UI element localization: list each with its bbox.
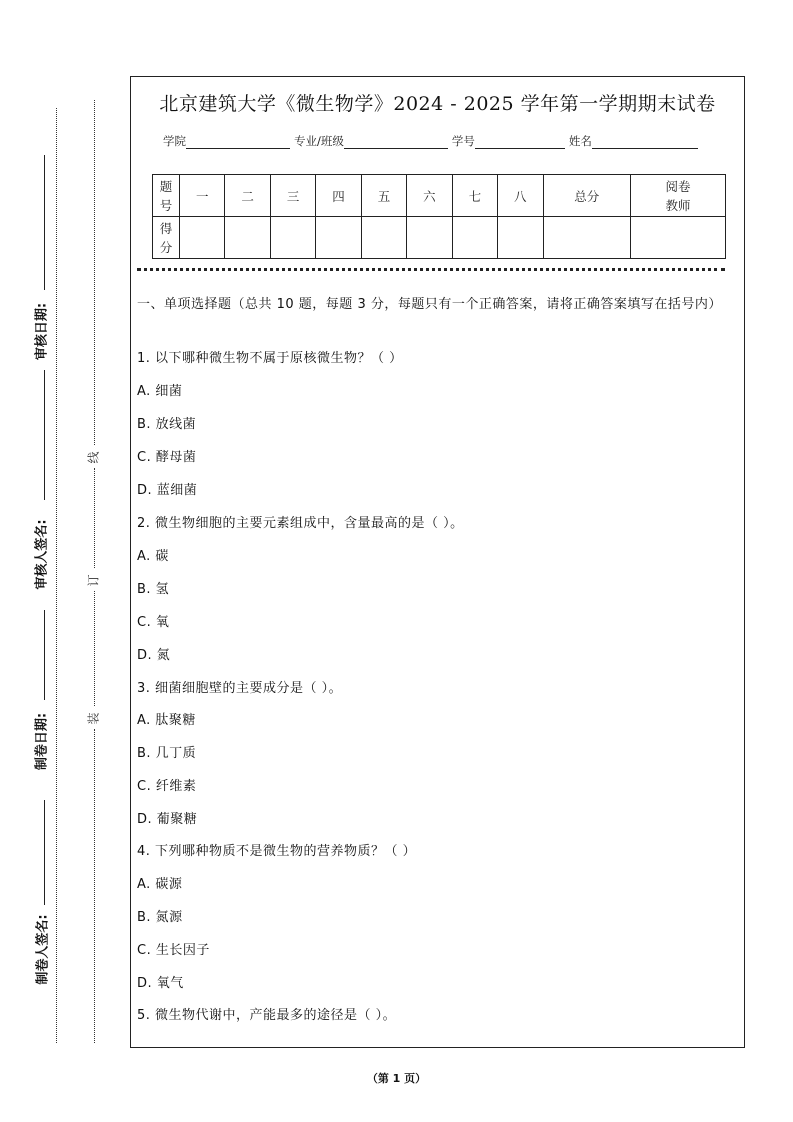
name-field[interactable] — [592, 136, 698, 149]
binding-dotted-line-outer — [56, 108, 57, 1043]
question-4-stem: 4. 下列哪种物质不是微生物的营养物质？（ ） — [137, 844, 417, 859]
binding-char-ding: 订 — [86, 574, 101, 587]
college-field[interactable] — [186, 136, 290, 149]
col-header-3: 三 — [270, 175, 315, 217]
col-header-1: 一 — [180, 175, 225, 217]
binding-char-xian: 线 — [86, 451, 101, 464]
grader-cell[interactable] — [631, 217, 726, 259]
question-4-option-b[interactable]: B. 氮源 — [137, 910, 183, 925]
binding-dotted-line-inner-2 — [94, 468, 95, 568]
exam-title: 北京建筑大学《微生物学》2024 - 2025 学年第一学期期末试卷 — [159, 93, 716, 115]
score-cell-4[interactable] — [316, 217, 361, 259]
binding-dotted-line-inner-4 — [94, 729, 95, 1043]
name-label: 姓名 — [568, 134, 592, 148]
question-3-stem: 3. 细菌细胞壁的主要成分是（ ）。 — [137, 681, 343, 696]
binding-dotted-line-inner — [94, 100, 95, 445]
col-header-6: 六 — [407, 175, 452, 217]
binding-char-zhuang: 装 — [86, 712, 101, 725]
question-4-option-a[interactable]: A. 碳源 — [137, 877, 183, 892]
college-label: 学院 — [163, 134, 186, 148]
student-id-field[interactable] — [475, 136, 565, 149]
section1-heading: 一、单项选择题（总共 10 题，每题 3 分，每题只有一个正确答案，请将正确答案填写在括号内） — [137, 297, 722, 312]
reviewer-signature-label: 审核人签名: — [34, 519, 50, 590]
reviewer-signature-line — [44, 370, 45, 500]
student-id-label: 学号 — [451, 134, 475, 148]
review-date-line — [44, 155, 45, 290]
page-number: （第 1 页） — [366, 1072, 427, 1085]
score-table — [152, 174, 726, 259]
question-2-option-a[interactable]: A. 碳 — [137, 549, 169, 564]
col-header-8: 八 — [498, 175, 543, 217]
question-1-option-c[interactable]: C. 酵母菌 — [137, 450, 197, 465]
score-cell-1[interactable] — [180, 217, 225, 259]
maker-signature-label: 制卷人签名: — [35, 914, 51, 985]
col-header-7: 七 — [452, 175, 497, 217]
score-cell-total[interactable] — [543, 217, 631, 259]
col-header-5: 五 — [361, 175, 406, 217]
exam-frame — [130, 76, 745, 1048]
col-header-2: 二 — [225, 175, 270, 217]
question-2-option-b[interactable]: B. 氢 — [137, 582, 170, 597]
score-cell-3[interactable] — [270, 217, 315, 259]
dotted-separator — [137, 268, 725, 271]
score-cell-5[interactable] — [361, 217, 406, 259]
score-cell-2[interactable] — [225, 217, 270, 259]
question-5-stem: 5. 微生物代谢中，产能最多的途径是（ ）。 — [137, 1008, 397, 1023]
question-1-option-b[interactable]: B. 放线菌 — [137, 417, 197, 432]
score-table-score-row — [153, 217, 726, 259]
major-class-field[interactable] — [344, 136, 448, 149]
question-2-stem: 2. 微生物细胞的主要元素组成中，含量最高的是（ ）。 — [137, 516, 464, 531]
score-cell-7[interactable] — [452, 217, 497, 259]
question-4-option-c[interactable]: C. 生长因子 — [137, 943, 210, 958]
question-2-option-c[interactable]: C. 氧 — [137, 615, 170, 630]
question-3-option-d[interactable]: D. 葡聚糖 — [137, 812, 198, 827]
grader-header: 阅卷 教师 — [631, 175, 726, 217]
score-table-header-row — [153, 175, 726, 217]
question-2-option-d[interactable]: D. 氮 — [137, 648, 171, 663]
question-1-stem: 1. 以下哪种微生物不属于原核微生物？（ ） — [137, 351, 403, 366]
binding-dotted-line-inner-3 — [94, 591, 95, 706]
question-4-option-d[interactable]: D. 氧气 — [137, 976, 184, 991]
question-3-option-c[interactable]: C. 纤维素 — [137, 779, 197, 794]
maker-signature-line — [44, 800, 45, 905]
question-number-header: 题 号 — [153, 175, 180, 217]
score-cell-6[interactable] — [407, 217, 452, 259]
question-3-option-b[interactable]: B. 几丁质 — [137, 746, 197, 761]
col-header-4: 四 — [316, 175, 361, 217]
student-info-row — [163, 133, 702, 149]
major-class-label: 专业/班级 — [294, 134, 344, 148]
make-date-label: 制卷日期: — [34, 712, 50, 771]
question-1-option-d[interactable]: D. 蓝细菌 — [137, 483, 198, 498]
col-header-total: 总分 — [543, 175, 631, 217]
question-1-option-a[interactable]: A. 细菌 — [137, 384, 183, 399]
make-date-line — [44, 610, 45, 700]
review-date-label: 审核日期: — [34, 302, 50, 361]
score-header: 得 分 — [153, 217, 180, 259]
question-3-option-a[interactable]: A. 肽聚糖 — [137, 713, 196, 728]
score-cell-8[interactable] — [498, 217, 543, 259]
